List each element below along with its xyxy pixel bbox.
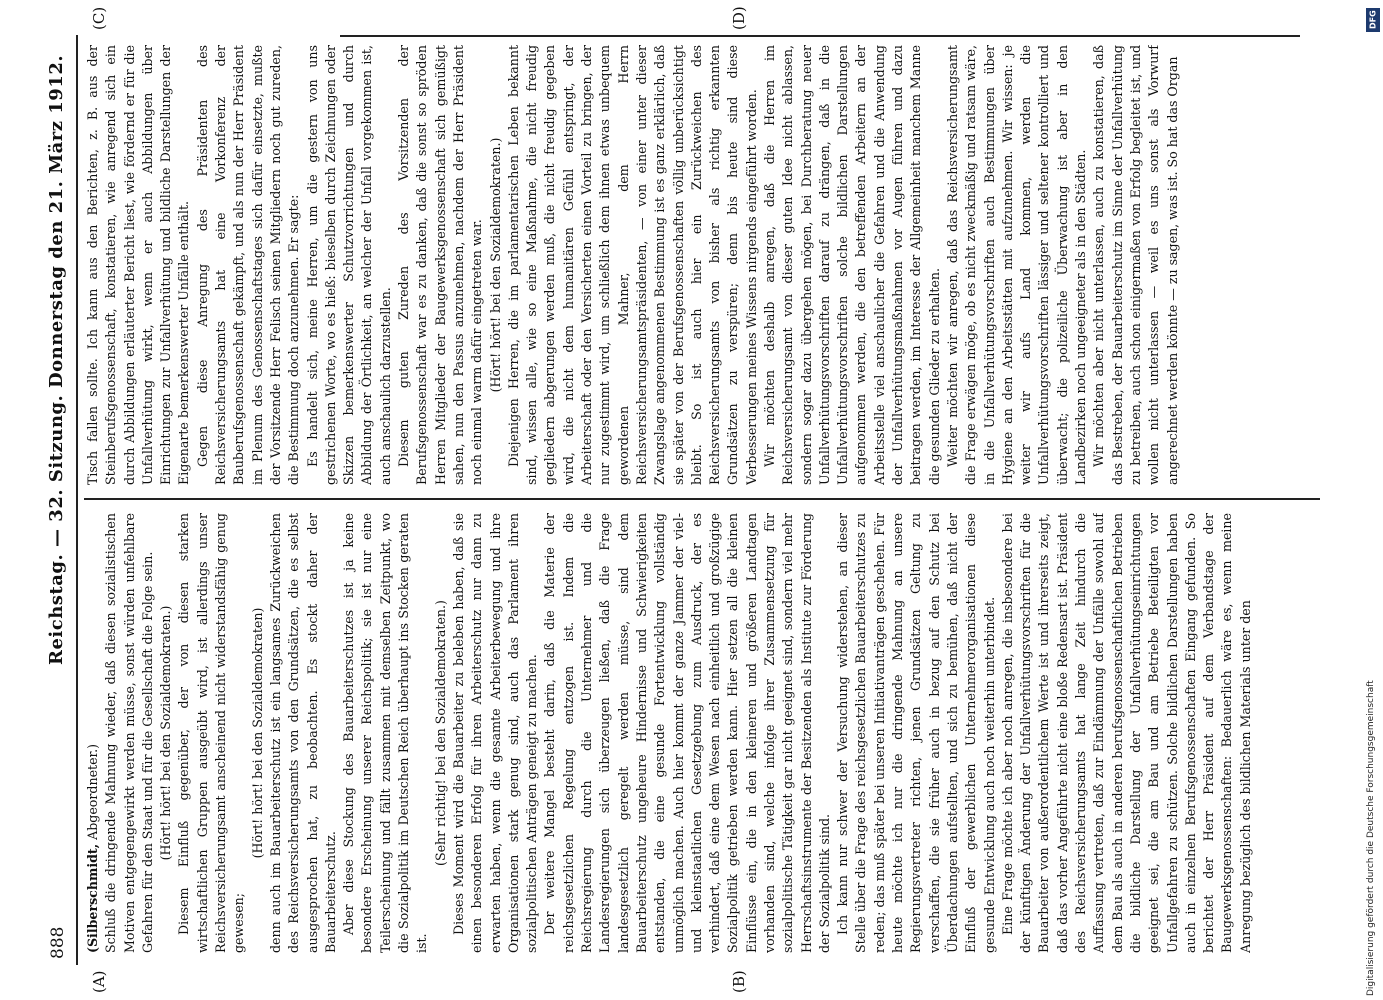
paragraph: Diejenigen Herren, die im parlamentarischen Leben bekannt sind, wissen alle, wie so eine Maßnahme, die nicht freudig gegliedern abgerungen werden muß, die nicht freudig gegeben wird, die nicht dem humanitären Gefühl entspringt, der Arbeiterschaft oder den Versicherten einen Vorteil zu bringen, der nur zugestimmt wird, um schließlich dem ihnen etwas unbequem gewordenen Mahner, dem Herrn Reichsversicherungsamtspräsidenten, — von einer unter dieser Zwangslage angenommenen Bestimmung ist es ganz erklärlich, daß sie später von der Berufsgenossenschaften völlig unberücksichtigt bleibt. So ist auch hier ein Zurückweichen des Reichsversicherungsamts von bisher als richtig erkannten Grundsätzen zu verspüren; denn bis heute sind diese Verbesserungen meines Wissens nirgends eingeführt worden.: [505, 45, 759, 485]
right-page-rule: [340, 35, 1300, 37]
paragraph: denn auch im Bauarbeiterschutz ist ein langsames Zurückweichen des Reichsversicherungsamts von den Grundsätzen, die es selbst ausgesprochen hat, zu beobachten. Es stockt daher der Bauarbeiterschutz.: [267, 513, 338, 953]
paragraph: Diesem Einfluß gegenüber, der von diesen starken wirtschaftlichen Gruppen ausgeübt wird, ist allerdings unser Reichsversicherungsamt anscheinend nicht widerstandsfähig genug gewesen;: [176, 513, 247, 953]
speaker-line: [84, 513, 102, 953]
left-column: [84, 513, 1320, 953]
paragraph: Der weitere Mangel besteht darin, daß die Materie der reichsgesetzlichen Regelung entzogen ist. Indem die Reichsregierung durch die Unternehmer und die Landesregierungen sich überzeugen ließen, daß die Frage landesgesetzlich geregelt werden müsse, sind dem Bauarbeiterschutz ungeheure Hindernisse und Schwierigkeiten entstanden, die eine gesunde Fortentwicklung vollständig unmöglich machen. Auch hier kommt der ganze Jammer der viel- und kleinstaatlichen Gesetzgebung zum Ausdruck, der es verhindert, daß eine dem Wesen nach einheitlich und großzügige Sozialpolitik getrieben werden kann. Hier setzen all die kleinen Einflüsse ein, die in den kleineren und größeren Landtagen vorhanden sind, welche infolge ihrer Zusammensetzung für sozialpolitische Tätigkeit gar nicht geeignet sind, sondern viel mehr Herrschaftsinstrumente der Besitzenden als Institute zur Förderung der Sozialpolitik sind.: [542, 513, 832, 953]
paragraph: Weiter möchten wir anregen, daß das Reichsversicherungsamt die Frage erwägen möge, ob es nicht zweckmäßig und ratsam wäre, in die Unfallverhütungsvorschriften auch Bestimmungen über Hygiene an den Arbeitsstätten mit aufzunehmen. Wir wissen: je weiter wir aufs Land kommen, werden die Unfallverhütungsvorschriften lässiger und seltener kontrolliert und überwacht; die polizeiliche Überwachung ist aber in den Landbezirken noch ungeeigneter als in den Städten.: [944, 45, 1089, 485]
paragraph: Gegen diese Anregung des Präsidenten des Reichsversicherungsamts hat eine Vorkonferenz der Bauberufsgenossenschaft gekämpft, und als nun der Herr Präsident im Plenum des Genossenschaftstages sich dafür einsetzte, mußte der Vorsitzende Herr Felisch seinen Mitgliedern noch gut zureden, die Bestimmung doch anzunehmen. Er sagte:: [194, 45, 302, 485]
paragraph: Eine Frage möchte ich aber noch anregen, die insbesondere bei der künftigen Änderung der Unfallverhütungsvorschriften für die Bauarbeiter von außerordentlichem Werte ist und ihrerseits zeigt, daß das vorher Angeführte nicht eine bloße Redensart ist. Präsident des Reichsversicherungsamts hat lange Zeit hindurch die Auffassung vertreten, daß zur Eindämmung der Unfälle sowohl auf dem Bau als auch in anderen berufsgenossenschaftlichen Betrieben die bildliche Darstellung der Unfallverhütungseinrichtungen geeignet sei, die am Bau und am Betriebe Beteiligten vor Unfallgefahren zu schützen. Solche bildlichen Darstellungen haben auch in einzelnen Berufsgenossenschaften Eingang gefunden. So berichtet der Herr Präsident auf dem Verbandstage der Baugewerksgenossenschaften: Bedauerlich wäre es, wenn meine Anregung bezüglich des bildlichen Materials unter den: [999, 513, 1253, 953]
margin-marker-d: (D): [730, 6, 748, 30]
right-column: [84, 45, 1320, 485]
column-divider: [84, 498, 1320, 500]
paragraph: Wir möchten aber nicht unterlassen, auch zu konstatieren, daß das Bestreben, der Bauarbeiterschutz im Sinne der Unfallverhütung zu betreiben, auch schon einigermaßen von Erfolg begleitet ist, und wollen nicht unterlassen — weil es uns sonst als Vorwurf angerechnet werden könnte — zu sagen, was ist. So hat das Organ: [1091, 45, 1180, 485]
printed-page: [40, 6, 1330, 993]
dfg-logo: DFG: [1366, 8, 1380, 32]
digitization-credit: Digitalisierung gefördert durch die Deutsche Forschungsgemeinschaft: [1366, 680, 1376, 996]
interjection: (Hört! hört! bei den Sozialdemokraten.): [487, 137, 503, 393]
header-rule: [76, 35, 78, 965]
paragraph: Aber diese Stockung des Bauarbeiterschutzes ist ja keine besondere Erscheinung unserer Reichspolitik; sie ist nur eine Teilerscheinung und fällt zusammen mit demselben Zeitpunkt, wo die Sozialpolitik im Deutschen Reich überhaupt ins Stocken geraten ist.: [341, 513, 430, 953]
paragraph: Wir möchten deshalb anregen, daß die Herren im Reichsversicherungsamt von dieser guten Idee nicht ablassen, sondern sogar dazu übergehen mögen, bei Durchberatung neuer Unfallverhütungsvorschriften darauf zu drängen, daß in die Unfallverhütungsvorschriften solche bildlichen Darstellungen aufgenommen werden, die den betreffenden Arbeitern an der Arbeitsstelle viel anschaulicher die Gefahren und die Anwendung der Unfallverhütungsmaßnahmen vor Augen führen und dazu beitragen werden, im Interesse der Allgemeinheit manchem Manne die gesunden Glieder zu erhalten.: [761, 45, 942, 485]
margin-marker-a: (A): [90, 970, 108, 993]
interjection: (Sehr richtig! bei den Sozialdemokraten.): [432, 600, 448, 866]
paragraph: Schluß die dringende Mahnung wieder, daß diesen sozialistischen Motiven entgegengewirkt werden müsse, sonst würden unfehlbare Gefahren für den Staat und für die Gesellschaft die Folge sein.: [103, 513, 155, 953]
paragraph: Dieses Moment wird die Bauarbeiter zu beleben haben, daß sie einen besonderen Erfolg für ihren Arbeiterschutz nur dann zu erwarten haben, wenn die gesamte Arbeiterbewegung und ihre Organisationen stark genug sind, auch das Parlament ihren sozialpolitischen Anträgen geneigt zu machen.: [450, 513, 540, 953]
interjection: (Hört! hört! bei den Sozialdemokraten.): [158, 605, 174, 861]
margin-marker-c: (C): [90, 6, 108, 30]
page-header: [40, 35, 74, 965]
running-title: Reichstag. — 32. Sitzung. Donnerstag den 21. März 1912.: [46, 54, 67, 665]
digitization-credit-strip: [1366, 6, 1380, 996]
speaker-role: Abgeordneter.): [85, 743, 100, 840]
speaker-name: (Silberschmidt,: [85, 843, 100, 953]
paragraph: Tisch fallen sollte. Ich kann aus den Berichten, z. B. aus der Steinberufsgenossenschaft, konstatieren, wie anregend sich ein durch Abbildungen erläuterter Bericht liest, wie fördernd er für die Unfallverhütung wirkt, wenn er auch Abbildungen über Einrichtungen zur Unfallverhütung und bildliche Darstellungen der Eigenarte bemerkenswerter Unfälle enthält.: [85, 45, 192, 485]
quoted-paragraph: Es handelt sich, meine Herren, um die gestern von uns gestrichenen Worte, wo es hieß: bieselben durch Zeichnungen oder Skizzen bemerkenswerter Schutzvorrichtungen und durch Abbildung der Örtlichkeit, an welcher der Unfall vorgekommen ist, auch anschaulich darzustellen.: [304, 45, 393, 485]
interjection: (Hört! hört! bei den Sozialdemokraten): [249, 607, 265, 859]
paragraph: Ich kann nur schwer der Versuchung widerstehen, an dieser Stelle über die Frage des reichsgesetzlichen Bauarbeiterschutzes zu reden; das muß später bei unseren Initiativanträgen geschehen. Für heute möchte ich nur die dringende Mahnung an unsere Regierungsvertreter richten, jenen Grundsätzen Geltung zu verschaffen, die sie früher auch in bezug auf den Schutz bei Überdachungen aufstellten, und sich zu bemühen, daß nicht der Einfluß der gewerblichen Unternehmerorganisationen diese gesunde Entwicklung auch noch weiterhin unterbindet.: [835, 513, 997, 953]
paragraph: Diesem guten Zureden des Vorsitzenden der Berufsgenossenschaft war es zu danken, daß die sonst so spröden Herren Mitglieder der Baugewerksgenossenschaft sich gemüßigt sahen, nun den Passus anzunehmen, nachdem der Herr Präsident noch einmal warm dafür eingetreten war.: [396, 45, 485, 485]
page-number: 888: [48, 926, 68, 959]
margin-marker-b: (B): [730, 970, 748, 993]
